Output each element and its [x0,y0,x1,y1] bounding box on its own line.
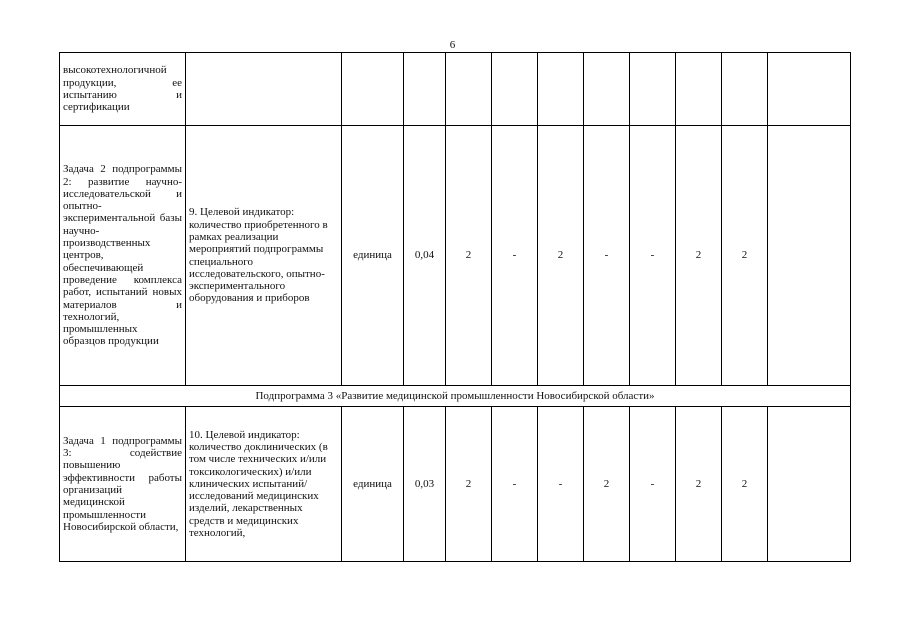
value-cell: - [492,126,538,386]
value-cell [446,53,492,126]
value-cell: 2 [676,126,722,386]
value-cell: - [630,126,676,386]
value-cell: 2 [446,126,492,386]
value-cell [676,53,722,126]
value-cell: 2 [446,407,492,562]
task-cell: Задача 1 подпрограммы 3: содействие повышению эффективности работы организаций медицинской промышленности Новосибирской области, [60,407,186,562]
page-number: 6 [449,39,456,51]
value-cell: - [538,407,584,562]
value-cell [630,53,676,126]
weight-cell [404,53,446,126]
value-cell: 2 [584,407,630,562]
table-row [60,53,851,126]
value-cell: 2 [538,126,584,386]
section-row [60,386,851,407]
indicators-table [59,52,851,562]
task-cell: Задача 2 подпрограммы 2: развитие научно-исследовательской и опытно-экспериментальной базы научно-производственных центров, обеспечивающей проведение комплекса работ, испытаний новых материалов и технологий, промышленных образцов продукции [60,126,186,386]
subprogram-heading: Подпрограмма 3 «Развитие медицинской промышленности Новосибирской области» [60,386,851,407]
unit-cell: единица [342,407,404,562]
table-row [60,126,851,386]
value-cell [768,126,851,386]
value-cell [768,407,851,562]
value-cell [584,53,630,126]
value-cell [768,53,851,126]
value-cell: 2 [722,407,768,562]
value-cell: 2 [676,407,722,562]
weight-cell: 0,03 [404,407,446,562]
unit-cell: единица [342,126,404,386]
task-cell: высокотехнологичной продукции, ее испытанию и сертификации [60,53,186,126]
value-cell [722,53,768,126]
indicator-cell: 9. Целевой индикатор: количество приобретенного в рамках реализации мероприятий подпрограммы специального исследовательского, опытно-экспериментального оборудования и приборов [186,126,342,386]
unit-cell [342,53,404,126]
value-cell: - [584,126,630,386]
value-cell [538,53,584,126]
value-cell: - [630,407,676,562]
table-row [60,407,851,562]
value-cell: 2 [722,126,768,386]
indicator-cell: 10. Целевой индикатор: количество доклинических (в том числе технических и/или токсикологических) и/или клинических испытаний/исследований медицинских изделий, лекарственных средств и медицинских технологий, [186,407,342,562]
value-cell: - [492,407,538,562]
weight-cell: 0,04 [404,126,446,386]
indicator-cell [186,53,342,126]
value-cell [492,53,538,126]
